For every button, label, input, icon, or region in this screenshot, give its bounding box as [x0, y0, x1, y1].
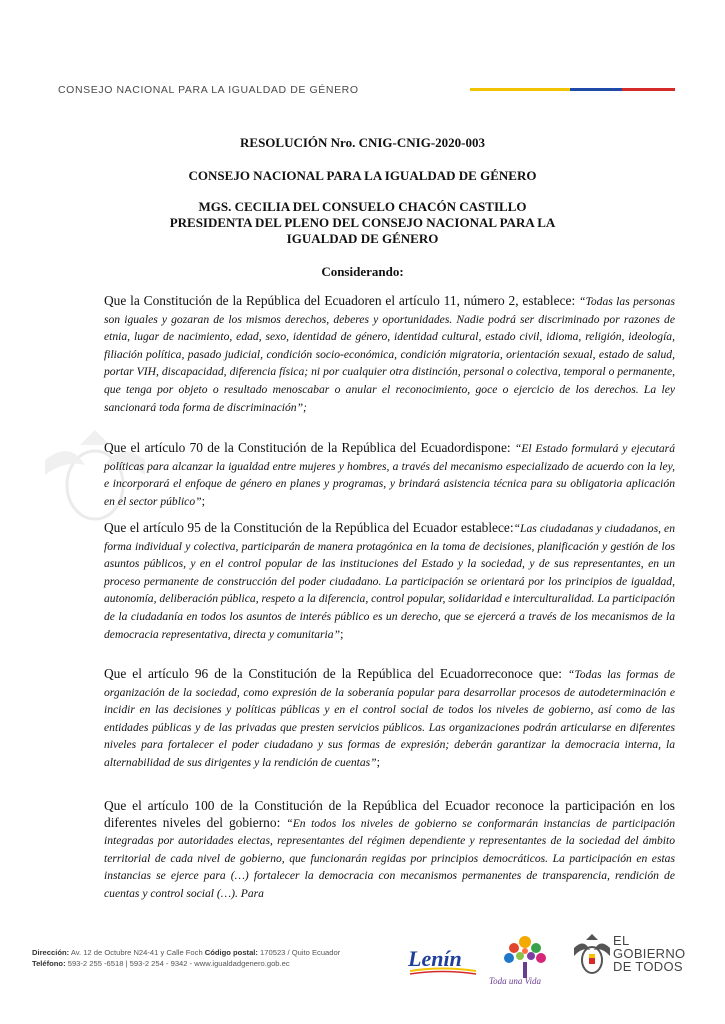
header-organization-name: CONSEJO NACIONAL PARA LA IGUALDAD DE GÉNERO: [58, 84, 359, 96]
paragraph-lead: Que la Constitución de la República del Ecuadoren el artículo 11, número 2, establece:: [104, 293, 580, 308]
footer-contact: [32, 947, 340, 969]
paragraph-tail: ;: [376, 754, 381, 769]
phone-label: Teléfono:: [32, 959, 66, 968]
lenin-logo-text: Lenín: [408, 946, 462, 971]
postal-value: 170523 / Quito Ecuador: [257, 948, 341, 957]
postal-label: Código postal:: [204, 948, 258, 957]
considering-heading: Considerando:: [321, 264, 404, 279]
footer-address-line: [32, 947, 340, 958]
paragraph-lead: Que el artículo 100 de la Constitución de la República del Ecuador reconoce la participación en los diferentes niveles del gobierno:: [104, 798, 675, 830]
paragraph-article-70: [104, 440, 675, 510]
paragraph-quote: “Todas las personas son iguales y gozaran de los mismos derechos, deberes y oportunidades. Nadie podrá ser discriminado por razones de etnia, lugar de nacimiento, edad, sexo, identidad de género, identidad cultural, estado civil, idioma, religión, ideología, filiación política, pasado judicial, condición socio-económica, condición migratoria, orientación sexual, estado de salud, portar VIH, discapacidad, diferencia física; ni por cualquier otra distinción, personal o colectiva, temporal o permanente, que tenga por objeto o resultado menoscabar o anular el reconocimiento, goce o ejercicio de los derechos. La ley sancionará toda forma de discriminación”;: [104, 295, 675, 414]
paragraph-quote: “Las ciudadanas y ciudadanos, en forma individual y colectiva, participarán de manera protagónica en la toma de decisiones, planificación y gestión de los asuntos públicos, y en el control popular de las instituciones del Estado y la sociedad, y de sus representantes, en un proceso permanente de construcción del poder ciudadano. La participación se orientará por los principios de igualdad, autonomía, deliberación pública, respeto a la diferencia, control popular, solidaridad e interculturalidad. La participación de la ciudadanía en todos los asuntos de interés público es un derecho, que se ejercerá a través de los mecanismos de la democracia representativa, directa y comunitaria”: [104, 522, 675, 641]
paragraph-article-100: [104, 798, 675, 903]
paragraph-lead: Que el artículo 70 de la Constitución de la República del Ecuadordispone:: [104, 440, 515, 455]
footer-phone-line: [32, 958, 340, 969]
paragraph-lead: Que el artículo 96 de la Constitución de la República del Ecuadorreconoce que:: [104, 666, 568, 681]
council-title: CONSEJO NACIONAL PARA LA IGUALDAD DE GÉNERO: [188, 168, 537, 183]
gobierno-line1: EL: [613, 933, 630, 948]
paragraph-lead: Que el artículo 95 de la Constitución de la República del Ecuador establece:: [104, 520, 514, 535]
president-role-line1: PRESIDENTA DEL PLENO DEL CONSEJO NACIONAL PARA LA: [169, 215, 556, 230]
paragraph-tail: ;: [201, 493, 206, 508]
gobierno-de-todos-text: [613, 934, 685, 973]
address-label: Dirección:: [32, 948, 70, 957]
president-role-line2: IGUALDAD DE GÉNERO: [286, 231, 439, 246]
paragraph-article-96: [104, 666, 675, 772]
address-value: Av. 12 de Octubre N24-41 y Calle Foch: [69, 948, 205, 957]
gobierno-line2: GOBIERNO: [613, 946, 686, 961]
resolution-number: RESOLUCIÓN Nro. CNIG-CNIG-2020-003: [240, 135, 485, 150]
toda-una-vida-text: Toda una Vida: [489, 976, 542, 986]
flag-yellow: [470, 88, 570, 91]
paragraph-quote: “Todas las formas de organización de la sociedad, como expresión de la soberanía popular para desarrollar procesos de autodeterminación e incidir en las decisiones y políticas públicas y en el control social de todos los niveles de gobierno, así como de las entidades públicas y de las privadas que presten servicios públicos. Las organizaciones podrán articularse en diferentes niveles para fortalecer el poder ciudadano y sus formas de expresión; deberán garantizar la democracia interna, la alternabilidad de sus dirigentes y la rendición de cuentas”: [104, 668, 675, 769]
flag-stripe: [470, 88, 675, 91]
paragraph-quote: “El Estado formulará y ejecutará políticas para alcanzar la igualdad entre mujeres y hombres, a través del mecanismo especializado de acuerdo con la ley, e incorporará el enfoque de género en planes y programas, y brindará asistencia técnica para su obligatoria aplicación en el sector público”: [104, 442, 675, 508]
gobierno-coat-of-arms-icon: [572, 934, 612, 978]
paragraph-article-11: [104, 293, 675, 416]
paragraph-quote: “En todos los niveles de gobierno se conformarán instancias de participación integradas por autoridades electas, representantes del régimen dependiente y representantes de la sociedad del ámbito territorial de cada nivel de gobierno, que funcionarán regidas por principios democráticos. La participación en estas instancias se ejerce para (…) fortalecer la democracia con mecanismos permanentes de transparencia, rendición de cuentas y control social (…). Para: [104, 816, 675, 900]
paragraph-article-95: [104, 520, 675, 643]
flag-blue: [570, 88, 622, 91]
president-name: MGS. CECILIA DEL CONSUELO CHACÓN CASTILLO: [198, 199, 527, 214]
lenin-logo-icon: [406, 944, 478, 976]
gobierno-line3: DE TODOS: [613, 959, 683, 974]
paragraph-tail: ;: [340, 626, 344, 641]
flag-red: [622, 88, 675, 91]
phone-value: 593-2 255 -6518 | 593-2 254 - 9342 - www.igualdadgenero.gob.ec: [65, 959, 290, 968]
